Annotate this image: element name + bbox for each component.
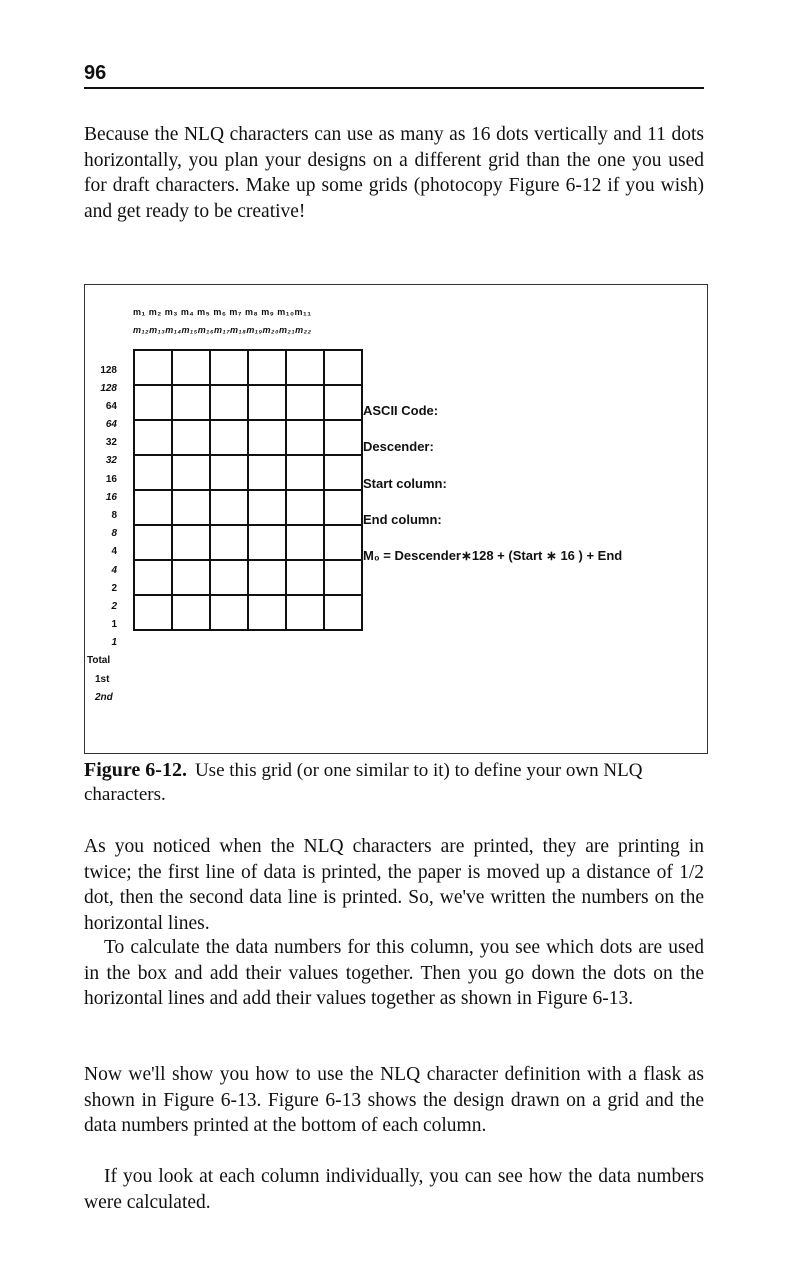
paragraph-columns: If you look at each column individually, you can see how the data numbers were calculated. — [84, 1166, 704, 1213]
grid-cell — [286, 595, 324, 630]
grid-cell — [248, 455, 286, 490]
grid-cell — [324, 385, 362, 420]
caption-text: Use this grid (or one similar to it) to define your own NLQ characters. — [84, 760, 643, 805]
grid-cell — [210, 420, 248, 455]
weight-label: 1 — [111, 619, 117, 630]
grid-cell — [286, 420, 324, 455]
figure-caption — [84, 758, 704, 807]
grid-cell — [210, 490, 248, 525]
grid-row — [134, 595, 362, 630]
grid-cell — [210, 560, 248, 595]
grid-cell — [172, 420, 210, 455]
m0-formula: M₀ = Descender∗128 + (Start ∗ 16 ) + End — [363, 548, 623, 563]
grid-row — [134, 455, 362, 490]
grid-row — [134, 560, 362, 595]
ascii-code-field: ASCII Code: — [363, 403, 439, 418]
paragraph-flask: Now we'll show you how to use the NLQ character definition with a flask as shown in Figure 6-13. Figure 6-13 shows the design drawn on a grid and the data numbers printed at the bottom of each column. — [84, 1064, 704, 1136]
grid-row — [134, 490, 362, 525]
weight-label: 64 — [105, 401, 117, 412]
grid-cell — [172, 455, 210, 490]
grid-cell — [134, 560, 172, 595]
paragraph-intro: Because the NLQ characters can use as many as 16 dots vertically and 11 dots horizontally, you plan your designs on a different grid than the one you used for draft characters. Make up some grids (photocopy Figure 6-12 if you wish) and get ready to be creative! — [84, 124, 704, 222]
caption-label: Figure 6-12. — [84, 759, 187, 781]
grid-cell — [324, 560, 362, 595]
grid-cell — [324, 420, 362, 455]
page-number: 96 — [84, 62, 107, 84]
grid-cell — [210, 595, 248, 630]
grid-cell — [286, 350, 324, 385]
weight-label: 4 — [111, 565, 117, 576]
weight-label: 128 — [100, 365, 117, 376]
grid-row — [134, 525, 362, 560]
grid-cell — [210, 385, 248, 420]
grid-cell — [210, 350, 248, 385]
grid-cell — [210, 455, 248, 490]
grid-cell — [324, 595, 362, 630]
end-column-field: End column: — [363, 512, 442, 527]
first-label: 1st — [95, 674, 110, 685]
grid-cell — [172, 350, 210, 385]
grid-cell — [324, 455, 362, 490]
weight-label: 16 — [105, 474, 117, 485]
grid-cell — [324, 490, 362, 525]
header-rule — [84, 87, 704, 89]
weight-label: 2 — [111, 583, 117, 594]
weight-label: 32 — [105, 455, 117, 466]
column-labels-top: m₁ m₂ m₃ m₄ m₅ m₆ m₇ m₈ m₉ m₁₀m₁₁ — [133, 307, 312, 317]
grid-cell — [134, 420, 172, 455]
grid-cell — [324, 525, 362, 560]
dot-grid — [133, 349, 363, 631]
weight-label: 128 — [100, 383, 117, 394]
grid-cell — [172, 560, 210, 595]
grid-cell — [134, 490, 172, 525]
grid-cell — [248, 490, 286, 525]
grid-cell — [248, 385, 286, 420]
weight-label: 32 — [105, 437, 117, 448]
weight-label: 64 — [105, 419, 117, 430]
grid-cell — [324, 350, 362, 385]
grid-cell — [248, 420, 286, 455]
grid-cell — [248, 525, 286, 560]
grid-row — [134, 350, 362, 385]
figure-6-12 — [84, 284, 708, 754]
grid-cell — [172, 595, 210, 630]
grid-cell — [172, 525, 210, 560]
grid-cell — [286, 455, 324, 490]
weight-label: 16 — [105, 492, 117, 503]
grid-cell — [286, 560, 324, 595]
paragraph-calculate: To calculate the data numbers for this column, you see which dots are used in the box and add their values together. Then you go down the dots on the horizontal lines and add their values together as shown in Figure 6-13. — [84, 937, 704, 1009]
descender-field: Descender: — [363, 439, 434, 454]
grid-row — [134, 385, 362, 420]
weight-label: 8 — [111, 510, 117, 521]
grid-cell — [286, 385, 324, 420]
grid-cell — [172, 490, 210, 525]
second-label: 2nd — [95, 692, 113, 703]
grid-cell — [286, 490, 324, 525]
total-label: Total — [87, 655, 111, 666]
grid-cell — [134, 455, 172, 490]
grid-cell — [134, 595, 172, 630]
grid-cell — [248, 350, 286, 385]
grid-cell — [134, 385, 172, 420]
grid-cell — [172, 385, 210, 420]
grid-cell — [134, 350, 172, 385]
paragraph-printing: As you noticed when the NLQ characters are printed, they are printing in twice; the first line of data is printed, the paper is moved up a distance of 1/2 dot, then the second data line is printed. So, we've written the numbers on the horizontal lines. — [84, 836, 704, 934]
grid-cell — [134, 525, 172, 560]
weight-label: 8 — [111, 528, 117, 539]
weight-label: 2 — [111, 601, 117, 612]
grid-cell — [248, 595, 286, 630]
weight-label: 1 — [111, 637, 117, 648]
grid-row — [134, 420, 362, 455]
grid-cell — [248, 560, 286, 595]
grid-cell — [286, 525, 324, 560]
column-labels-bottom: m₁₂m₁₃m₁₄m₁₅m₁₆m₁₇m₁₈m₁₉m₂₀m₂₁m₂₂ — [133, 325, 312, 335]
start-column-field: Start column: — [363, 476, 447, 491]
weight-label: 4 — [111, 546, 117, 557]
grid-cell — [210, 525, 248, 560]
